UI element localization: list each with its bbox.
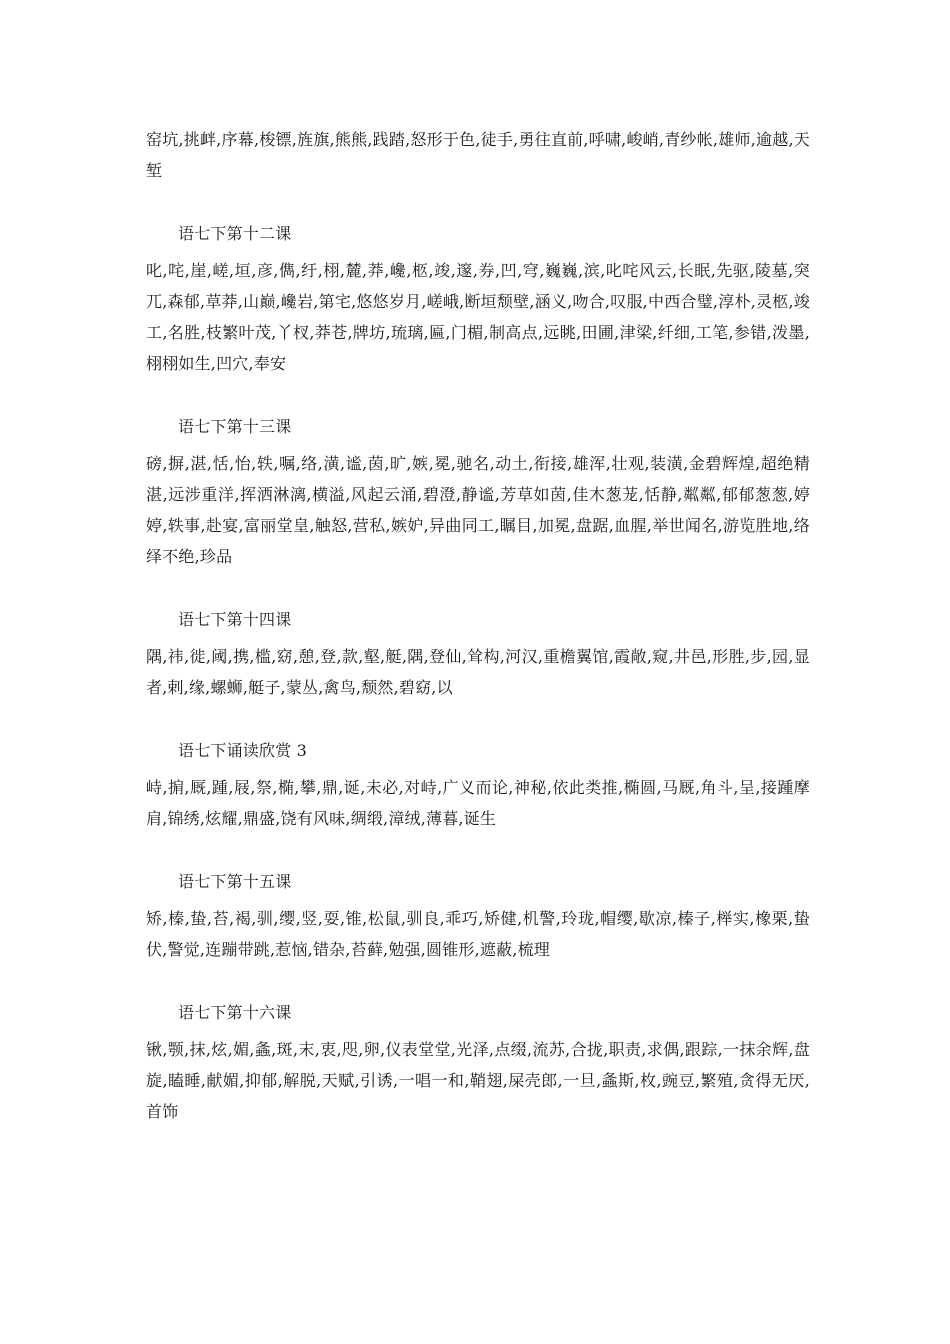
lesson-vocabulary: 矫,榛,蛰,苔,褐,驯,缨,竖,耍,锥,松鼠,驯良,乖巧,矫健,机警,玲珑,帽缨,歇凉,榛子,榉实,橡栗,蛰伏,警觉,连蹦带跳,惹恼,错杂,苔藓,勉强,圆锥形,遮蔽,梳理 [146, 909, 810, 959]
lesson-vocabulary: 叱,咤,崖,嵯,垣,彦,儁,纡,栩,麓,莽,巉,柩,竣,邃,券,凹,穹,巍巍,滨,叱咤风云,长眠,先驱,陵墓,突兀,森郁,草莽,山巅,巉岩,第宅,悠悠岁月,嵯峨,断垣颓壁,涵义,吻合,叹服,中西合璧,淳朴,灵柩,竣工,名胜,枝繁叶茂,丫杈,莽苍,牌坊,琉璃,匾,门楣,制高点,远眺,田圃,津梁,纤细,工笔,参错,泼墨,栩栩如生,凹穴,奉安 [146, 261, 810, 373]
lesson-title: 语七下第十三课 [178, 417, 292, 436]
lesson-title: 语七下第十四课 [178, 610, 292, 629]
lesson-title: 语七下第十二课 [178, 224, 292, 243]
lesson-13 [146, 411, 810, 572]
lesson-14 [146, 604, 810, 703]
lesson-title: 语七下第十六课 [178, 1003, 292, 1022]
lesson-title: 语七下第十五课 [178, 872, 292, 891]
document-content [146, 124, 810, 1127]
lesson-vocabulary: 隅,祎,徙,阈,携,槛,窈,憩,登,款,壑,艇,隅,登仙,耸构,河汉,重檐翼馆,霞敞,窥,井邑,形胜,步,园,显者,剌,缘,螺蛳,艇子,蒙丛,禽鸟,颓然,碧窈,以 [146, 647, 810, 697]
lesson-vocabulary: 峙,掮,厩,踵,屐,祭,椭,攀,鼎,诞,未必,对峙,广义而论,神秘,依此类推,椭圆,马厩,角斗,呈,接踵摩肩,锦绣,炫耀,鼎盛,饶有风味,绸缎,漳绒,薄暮,诞生 [146, 778, 810, 828]
lesson-16 [146, 997, 810, 1127]
lesson-15 [146, 866, 810, 965]
lesson-vocabulary: 锹,颚,抹,炫,媚,螽,斑,末,衷,咫,卵,仪表堂堂,光泽,点缀,流苏,合拢,职责,求偶,跟踪,一抹余辉,盘旋,瞌睡,献媚,抑郁,解脱,天赋,引诱,一唱一和,鞘翅,屎壳郎,一旦,螽斯,枚,豌豆,繁殖,贪得无厌,首饰 [146, 1040, 810, 1121]
lesson-12 [146, 218, 810, 379]
lesson-reading-3 [146, 735, 810, 834]
intro-vocabulary: 窑坑,挑衅,序幕,梭镖,旌旗,熊熊,践踏,怒形于色,徒手,勇往直前,呼啸,峻峭,青纱帐,雄师,逾越,天堑 [146, 130, 810, 180]
lesson-vocabulary: 磅,摒,湛,恬,怡,轶,嘱,络,潢,谧,茵,旷,嫉,冕,驰名,动土,衔接,雄浑,壮观,装潢,金碧辉煌,超绝精湛,远涉重洋,挥洒淋漓,横溢,风起云涌,碧澄,静谧,芳草如茵,佳木葱茏,恬静,粼粼,郁郁葱葱,婷婷,轶事,赴宴,富丽堂皇,触怒,营私,嫉妒,异曲同工,瞩目,加冕,盘踞,血腥,举世闻名,游览胜地,络绎不绝,珍品 [146, 454, 810, 566]
lesson-title: 语七下诵读欣赏 3 [178, 741, 308, 760]
